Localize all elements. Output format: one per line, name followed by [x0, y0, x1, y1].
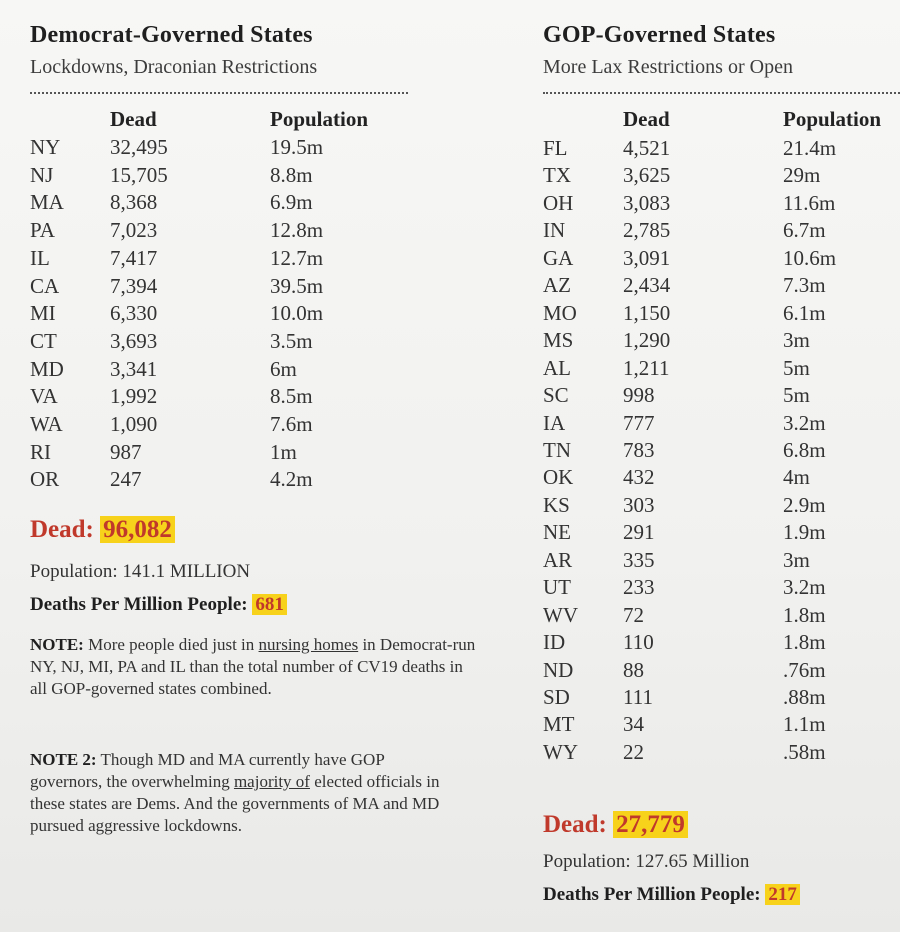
dead-cell: 3,625 — [623, 163, 671, 188]
table-row — [543, 271, 900, 299]
left-header-dead: Dead — [110, 107, 157, 131]
dead-cell: 1,090 — [110, 412, 158, 436]
table-row — [543, 573, 900, 601]
dead-cell: 72 — [623, 602, 644, 627]
note-1-text-b: in Democrat-run NY, NJ, MI, PA and IL than the total number of CV19 deaths in all GOP-governed states combined. — [30, 635, 476, 698]
dead-cell: 7,417 — [110, 245, 158, 270]
state-cell: GA — [543, 245, 574, 270]
population-cell: 12.7m — [270, 245, 324, 270]
population-cell: 6.1m — [783, 300, 826, 325]
state-cell: OR — [30, 467, 60, 492]
state-cell: TN — [543, 437, 571, 462]
note-1 — [30, 634, 480, 700]
right-deaths-per-million — [543, 884, 800, 906]
table-row — [543, 546, 900, 574]
table-row — [543, 381, 900, 409]
table-row — [543, 656, 900, 684]
population-cell: 10.6m — [783, 245, 837, 270]
population-cell: 39.5m — [270, 273, 324, 298]
left-divider — [30, 92, 408, 94]
note-2-text-a: Though MD and MA currently have GOP governors, the overwhelming — [30, 750, 385, 791]
dead-cell: 3,693 — [110, 328, 158, 353]
right-subtitle: More Lax Restrictions or Open — [543, 56, 793, 78]
dead-cell: 2,434 — [623, 273, 671, 298]
state-cell: IA — [543, 410, 566, 435]
dead-cell: 15,705 — [110, 162, 168, 187]
table-row — [30, 410, 500, 438]
dead-cell: 4,521 — [623, 136, 671, 160]
table-row — [543, 436, 900, 464]
state-cell: ID — [543, 630, 566, 655]
table-row — [30, 133, 500, 161]
left-deaths-per-million — [30, 594, 287, 616]
table-row — [543, 354, 900, 382]
dead-cell: 22 — [623, 739, 644, 764]
state-cell: SC — [543, 383, 569, 408]
table-row — [543, 710, 900, 738]
state-cell: WY — [543, 739, 578, 764]
population-cell: 6.9m — [270, 190, 313, 215]
table-row — [543, 326, 900, 354]
state-cell: SD — [543, 685, 570, 709]
dead-cell: 7,023 — [110, 218, 158, 243]
dead-cell: 777 — [623, 410, 655, 435]
state-cell: NJ — [30, 162, 54, 187]
table-row — [30, 244, 500, 272]
population-cell: 11.6m — [783, 190, 836, 215]
dead-cell: 32,495 — [110, 135, 168, 159]
table-row — [543, 189, 900, 217]
note-1-label: NOTE: — [30, 635, 84, 654]
right-header-population: Population — [783, 107, 882, 131]
dead-cell: 6,330 — [110, 301, 158, 326]
table-row — [543, 244, 900, 272]
population-cell: 3m — [783, 328, 810, 353]
population-cell: 3.5m — [270, 328, 313, 353]
state-cell: AZ — [543, 273, 571, 298]
right-divider — [543, 92, 900, 94]
table-row — [543, 683, 900, 711]
population-cell: 5m — [783, 383, 810, 408]
dead-cell: 247 — [110, 467, 142, 492]
population-cell: 29m — [783, 163, 821, 188]
state-cell: AL — [543, 355, 571, 380]
table-row — [543, 738, 900, 766]
population-cell: 7.3m — [783, 273, 826, 298]
population-cell: 6.8m — [783, 437, 826, 462]
dead-cell: 1,150 — [623, 300, 671, 325]
left-dpm-value: 681 — [252, 594, 287, 615]
population-cell: 8.8m — [270, 162, 313, 187]
state-cell: RI — [30, 439, 51, 464]
table-row — [30, 438, 500, 466]
dead-cell: 303 — [623, 492, 655, 517]
state-cell: NY — [30, 135, 61, 159]
note-2-text-underlined: majority of — [233, 772, 310, 791]
table-row — [543, 161, 900, 189]
table-row — [543, 216, 900, 244]
population-cell: 6.7m — [783, 218, 826, 243]
table-row — [543, 409, 900, 437]
left-subtitle: Lockdowns, Draconian Restrictions — [30, 56, 318, 78]
dead-cell: 432 — [623, 465, 655, 490]
table-row — [543, 518, 900, 546]
population-cell: 21.4m — [783, 136, 837, 160]
right-dead-total — [543, 811, 688, 839]
right-dpm-value: 217 — [765, 884, 800, 905]
state-cell: MS — [543, 328, 574, 353]
dead-cell: 34 — [623, 712, 644, 737]
left-dpm-label: Deaths Per Million People: — [30, 594, 248, 615]
population-cell: 2.9m — [783, 492, 826, 517]
state-cell: CA — [30, 273, 60, 298]
state-cell: MT — [543, 712, 575, 737]
table-row — [30, 355, 500, 383]
note-2-label: NOTE 2: — [30, 750, 97, 769]
population-cell: 1.8m — [783, 630, 826, 655]
table-row — [30, 216, 500, 244]
note-1-text-underlined: nursing homes — [258, 635, 359, 654]
right-dead-label: Dead: — [543, 811, 607, 838]
right-population-total: Population: 127.65 Million — [543, 851, 750, 872]
right-title: GOP-Governed States — [543, 22, 776, 48]
dead-cell: 8,368 — [110, 190, 158, 215]
table-row — [543, 601, 900, 629]
population-cell: .58m — [783, 739, 826, 764]
population-cell: 4.2m — [270, 467, 313, 492]
note-2 — [30, 749, 450, 837]
left-dead-label: Dead: — [30, 516, 94, 543]
dead-cell: 88 — [623, 657, 644, 682]
table-row — [543, 463, 900, 491]
dead-cell: 783 — [623, 437, 655, 462]
dead-cell: 7,394 — [110, 273, 158, 298]
right-header-dead: Dead — [623, 107, 670, 131]
dead-cell: 335 — [623, 547, 655, 572]
dead-cell: 110 — [623, 630, 654, 655]
gop-column — [543, 0, 900, 932]
state-cell: FL — [543, 136, 568, 160]
state-cell: UT — [543, 575, 571, 600]
population-cell: 5m — [783, 355, 810, 380]
population-cell: 7.6m — [270, 412, 313, 436]
left-title: Democrat-Governed States — [30, 22, 313, 48]
population-cell: 1.1m — [783, 712, 826, 737]
left-dead-total — [30, 516, 175, 544]
dead-cell: 998 — [623, 383, 655, 408]
population-cell: 3.2m — [783, 410, 826, 435]
state-cell: MA — [30, 190, 64, 215]
table-row — [543, 628, 900, 656]
state-cell: KS — [543, 492, 570, 517]
dead-cell: 3,091 — [623, 245, 671, 270]
population-cell: 3m — [783, 547, 810, 572]
state-cell: PA — [30, 218, 55, 243]
population-cell: 12.8m — [270, 218, 324, 243]
state-cell: ND — [543, 657, 574, 682]
dead-cell: 1,211 — [623, 355, 670, 380]
table-row — [543, 491, 900, 519]
population-cell: 19.5m — [270, 135, 324, 159]
table-row — [30, 465, 500, 493]
state-cell: MD — [30, 356, 64, 381]
table-row — [30, 327, 500, 355]
population-cell: .76m — [783, 657, 826, 682]
table-row — [30, 299, 500, 327]
left-header-population: Population — [270, 107, 369, 131]
right-dpm-label: Deaths Per Million People: — [543, 884, 761, 905]
population-cell: 10.0m — [270, 301, 324, 326]
state-cell: MO — [543, 300, 577, 325]
table-row — [30, 188, 500, 216]
state-cell: OH — [543, 190, 574, 215]
population-cell: 6m — [270, 356, 297, 381]
dead-cell: 987 — [110, 439, 142, 464]
state-cell: WA — [30, 412, 63, 436]
population-cell: 3.2m — [783, 575, 826, 600]
dead-cell: 1,992 — [110, 384, 158, 409]
state-cell: MI — [30, 301, 56, 326]
state-cell: IL — [30, 245, 50, 270]
state-cell: TX — [543, 163, 571, 188]
dead-cell: 2,785 — [623, 218, 671, 243]
state-cell: CT — [30, 328, 57, 353]
dead-cell: 233 — [623, 575, 655, 600]
dead-cell: 3,341 — [110, 356, 158, 381]
state-cell: WV — [543, 602, 578, 627]
dead-cell: 1,290 — [623, 328, 671, 353]
dead-cell: 291 — [623, 520, 655, 545]
population-cell: 1.9m — [783, 520, 826, 545]
left-population-total: Population: 141.1 MILLION — [30, 561, 251, 582]
state-cell: AR — [543, 547, 573, 572]
dead-cell: 111 — [623, 685, 653, 709]
left-dead-value: 96,082 — [100, 516, 175, 543]
population-cell: 8.5m — [270, 384, 313, 409]
state-cell: NE — [543, 520, 571, 545]
note-1-text-a: More people died just in — [88, 635, 255, 654]
population-cell: 1.8m — [783, 602, 826, 627]
right-dead-value: 27,779 — [613, 811, 688, 838]
state-cell: OK — [543, 465, 574, 490]
population-cell: 1m — [270, 439, 297, 464]
state-cell: VA — [30, 384, 58, 409]
table-row — [30, 161, 500, 189]
table-row — [30, 272, 500, 300]
table-row — [543, 299, 900, 327]
population-cell: 4m — [783, 465, 810, 490]
state-cell: IN — [543, 218, 566, 243]
table-row — [30, 382, 500, 410]
population-cell: .88m — [783, 685, 826, 709]
note-2-text-b: elected officials in these states are Dems. And the governments of MA and MD pursued aggressive lockdowns. — [30, 772, 440, 835]
table-row — [543, 134, 900, 162]
dead-cell: 3,083 — [623, 190, 671, 215]
